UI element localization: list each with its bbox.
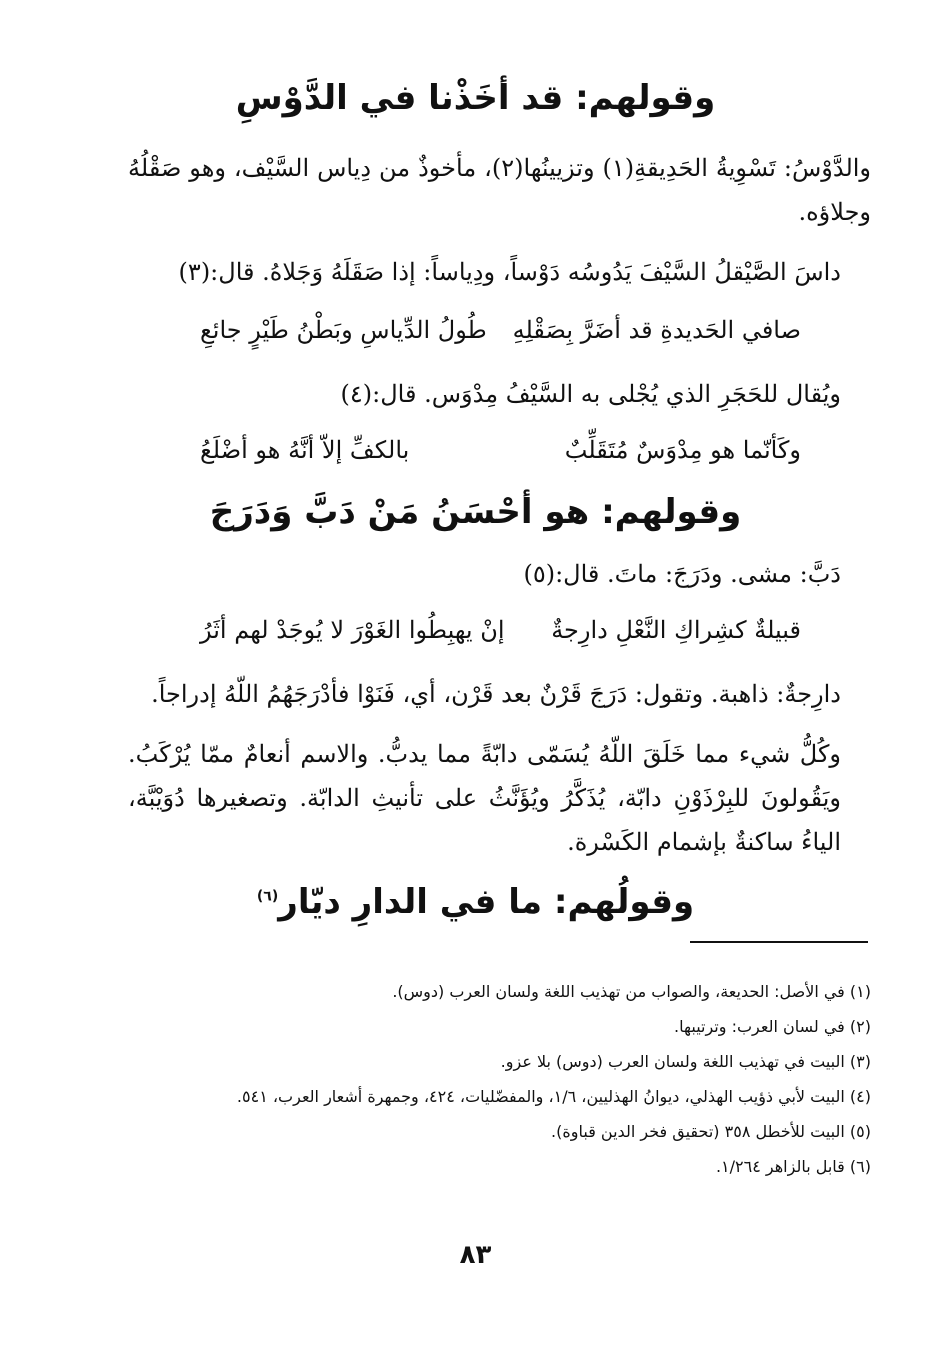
verse-hemistich-first: صافي الحَديدةِ قد أضَرَّ بِصَقْلِهِ bbox=[512, 316, 801, 344]
section-heading-dawes: وقولهم: قد أخَذْنا في الدَّوْسِ bbox=[235, 78, 716, 118]
heading-text: وقولُهم: ما في الدارِ ديّار bbox=[278, 882, 695, 922]
footnote-6: (٦) قابل بالزاهر ١/٢٦٤. bbox=[715, 1157, 871, 1176]
footnote-5: (٥) البيت للأخطل ٣٥٨ (تحقيق فخر الدين قباوة). bbox=[551, 1122, 871, 1141]
footnote-2: (٢) في لسان العرب: وترتيبها. bbox=[674, 1017, 871, 1036]
footnote-4: (٤) البيت لأبي ذؤيب الهذلي، ديوانُ الهذليين، ١/٦، والمفضّليات، ٤٢٤، وجمهرة أشعار العرب، ٥٤١. bbox=[236, 1087, 871, 1106]
footnote-1: (١) في الأصل: الحديعة، والصواب من تهذيب اللغة ولسان العرب (دوس). bbox=[392, 982, 871, 1001]
verse-hemistich-first: وكَأنّما هو مِدْوَسٌ مُتَقَلِّبٌ bbox=[564, 436, 801, 464]
paragraph-dabba-animals: وكُلُّ شيء مما خَلَقَ اللّهُ يُسَمّى دابّةً مما يدبُّ. والاسم أنعامٌ ممّا يُرْكَبُ. ويَقُولونَ للبِرْذَوْنِ دابّة، يُذَكَّرُ ويُؤَنَّثُ على تأنيثِ الدابّة. وتصغيرها دُوَيْبَّة، الياءُ ساكنةٌ بإشمام الكَسْرة. bbox=[128, 740, 841, 856]
paragraph-dawes-definition: والدَّوْسُ: تَسْوِيةُ الحَدِيقةِ(١) وتزيينُها(٢)، مأخوذٌ من دِياس السَّيْف، وهو صَقْلُهُ وجلاؤه. bbox=[128, 154, 872, 226]
section-heading-dabba: وقولهم: هو أحْسَنُ مَنْ دَبَّ وَدَرَجَ bbox=[209, 492, 742, 532]
verse-line-1 bbox=[200, 316, 801, 344]
footnote-3: (٣) البيت في تهذيب اللغة ولسان العرب (دوس) بلا عزو. bbox=[500, 1052, 871, 1071]
footnote-separator bbox=[690, 941, 868, 943]
verse-hemistich-second: إنْ يهبِطُوا الغَوْرَ لا يُوجَدْ لهم أثَرُ bbox=[200, 616, 505, 644]
verse-line-2 bbox=[200, 436, 801, 464]
paragraph-dabba-definition: دَبَّ: مشى. ودَرَجَ: ماتَ. قال:(٥) bbox=[523, 560, 841, 588]
paragraph-dasa: داسَ الصَّيْقلُ السَّيْفَ يَدُوسُه دَوْساً، ودِياساً: إذا صَقَلَهُ وَجَلاهُ. قال:(٣) bbox=[178, 258, 841, 286]
verse-hemistich-second: بالكفِّ إلاّ أنَّهُ هو أضْلَعُ bbox=[200, 436, 410, 464]
paragraph-midwas: ويُقال للحَجَرِ الذي يُجْلى به السَّيْفُ مِدْوَس. قال:(٤) bbox=[340, 380, 841, 408]
page-number: ٨٣ bbox=[459, 1240, 492, 1270]
verse-line-3 bbox=[200, 616, 801, 644]
section-heading-dayyar bbox=[120, 882, 831, 922]
verse-hemistich-first: قبيلةٌ كشِراكِ النَّعْلِ دارِجةٌ bbox=[551, 616, 801, 644]
footnote-ref: (٦) bbox=[256, 888, 279, 905]
verse-hemistich-second: طُولُ الدِّياسِ وبَطْنُ طَيْرٍ جائعِ bbox=[200, 316, 487, 344]
paragraph-darija: دارِجةٌ: ذاهبة. وتقول: دَرَجَ قَرْنٌ بعد قَرْن، أي، فَنَوْا فأدْرَجَهُمُ اللّهُ إدراجاً. bbox=[151, 680, 841, 708]
